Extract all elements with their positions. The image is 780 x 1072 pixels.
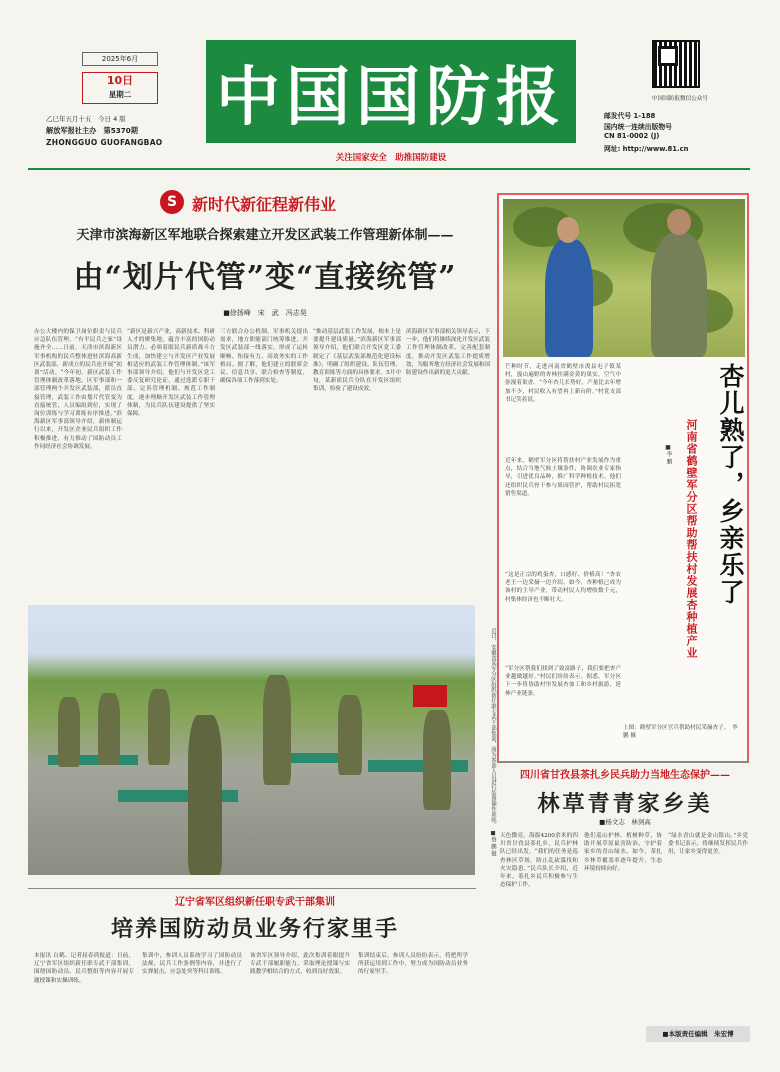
feature-text-1: 芒种时节，走进河南省鹤壁市浚县屯子镇某村，漫山遍野的杏林挂满金黄的果实，空气中弥漫着果香。“今年杏儿长势好，产量比去年增加不少，村民收入有望再上新台阶。”村党支部书记笑着说。 xyxy=(505,364,621,403)
today-pages: 今日 4 版 xyxy=(98,115,126,123)
day-box xyxy=(82,72,158,104)
feature-subtitle: 河南省鹤壁军分区帮助帮扶村发展杏种植产业 xyxy=(685,419,698,659)
masthead-divider xyxy=(28,168,750,170)
soldier-figure xyxy=(651,233,707,357)
feature-box xyxy=(497,193,749,763)
story1-column-5: 滨海新区军事部相关领导表示，下一步，他们将继续深化开发区武装工作管理体制改革，完善配套制度，推动开发区武装工作提质增效，为服务地方经济社会发展和国防建设作出新的更大贡献。 xyxy=(406,329,490,377)
feature-headline: 杏儿熟了，乡亲乐了 xyxy=(716,363,745,606)
soldier-head xyxy=(667,209,691,235)
story1-byline: ■徐扬峰 宋 武 冯志昊 xyxy=(223,309,307,317)
newspaper-logo xyxy=(206,40,576,143)
soldier-figure xyxy=(98,693,120,765)
story4-subtitle: 四川省甘孜县茶扎乡民兵助力当地生态保护—— xyxy=(520,770,730,781)
story4-headline: 林草青青家乡美 xyxy=(537,791,713,817)
feature-byline: ■李 鹏 xyxy=(665,445,671,465)
section-banner xyxy=(160,190,390,214)
masthead-right-info xyxy=(600,40,760,153)
story4-byline: ■杨文志 林剑高 xyxy=(599,818,651,826)
website: 网址: http://www.81.cn xyxy=(604,145,689,153)
masthead-dateline xyxy=(46,52,196,152)
villager-head xyxy=(557,217,579,243)
story3-headline: 培养国防动员业务行家里手 xyxy=(110,916,399,942)
section-title: 新时代新征程新伟业 xyxy=(192,195,337,214)
weekday: 星期二 xyxy=(108,90,132,99)
story3-column-4: 集训结束后，参训人员纷纷表示，将把所学所获运用到工作中，努力成为国防动员业务的行家里手。 xyxy=(358,953,468,976)
story4-divider xyxy=(497,762,749,763)
postal-code: 邮发代号 1-188 xyxy=(604,112,656,120)
publisher: 解放军报社主办 xyxy=(46,126,97,135)
soldier-figure xyxy=(188,715,222,875)
story4-column-3: “绿水青山就是金山银山。”乡党委书记表示，将继续发挥民兵作用，让家乡变得更美。 xyxy=(668,833,748,856)
soldier-figure xyxy=(263,675,291,785)
story1-column-1: 办公大楼内的保卫岗位职责与民兵应急队伍管理，“有平民兵之家”设施齐全……日前，天津市滨海新区军事机构的民兵整体进驻滨海高新区武装部，新成立的民兵连开展“初训”活动。“今年初，新区武装工作管理体制改革落地，区军事部和一部管理两个开发区武装部，派员直接管理，武装工作由划片代管变为直接统管，人员编组到位，实现了岗位训练与学习训练有序推进。”滨海新区军事部领导介绍，新体制运行以来，开发区企业民兵组织工作积极推进，有力推动了国防动员工作同经济社会协调发展。 xyxy=(34,329,122,450)
qr-code-icon xyxy=(652,40,700,88)
qr-caption: 中国国防报微信公众号 xyxy=(652,96,708,102)
cn-code-label: 国内统一连续出版物号 xyxy=(604,123,672,131)
training-photo xyxy=(28,605,475,875)
day: 10日 xyxy=(106,74,134,87)
page-editor: ■本版责任编辑 朱宏博 xyxy=(646,1026,750,1042)
story1-column-2: “新区是新兴产业，高新技术、科研人才的聚集地，蕴含丰富的国防动员潜力。必须着眼民兵新质战斗力生成，加快建立与开发区产业发展相适应的武装工作管理体制。”该军事部领导介绍，他们与开发区党工委反复研究论证，通过选派专职干部、完善管理机制、规范工作制度，逐步理顺开发区武装工作管理体制，为民兵队伍建设提供了坚实保障。 xyxy=(127,329,215,418)
feature-caption: 上图：鹤壁军分区官兵帮助村民采摘杏子。 李鹏 摄 xyxy=(623,725,738,739)
lunar: 乙巳年五月十五 xyxy=(46,115,92,123)
soldier-figure xyxy=(338,695,362,775)
issue-number: 第5370期 xyxy=(103,126,138,135)
story3-column-3: 该省军区领导介绍，此次集训着眼提升专武干部履职能力，采取理论授课与实践教学相结合的方式，收到良好效果。 xyxy=(250,953,350,976)
section-icon: S xyxy=(160,190,184,214)
story3-column-2: 集训中，参训人员系统学习了国防动员法规、民兵工作条例等内容，并进行了实弹射击、应急处突等科目训练。 xyxy=(142,953,242,976)
feature-text-4: “军分区帮我们找到了致富路子，我们要把杏产业越做越好。”村民们纷纷表示。据悉，军分区下一步将协助村里发展杏加工和乡村旅游，延伸产业链条。 xyxy=(505,666,621,697)
feature-photo xyxy=(503,199,745,357)
slogan: 关注国家安全 助推国防建设 xyxy=(335,153,447,163)
year-month: 2025年6月 xyxy=(101,55,139,63)
lunar-date xyxy=(46,114,196,123)
publisher-line xyxy=(46,126,206,136)
story1-column-3: 三方联合办公机制，军事机关提出需求，地方职能部门统筹推进，开发区武装部一线落实，形成了运转顺畅、衔接有力、高效务实的工作格局。据了解，他们建立的联席会议、信息共享、联合检查等制度，确保各项工作落到实处。 xyxy=(220,329,308,385)
feature-text-3: “这是正宗的鸡蛋杏，口感好、价格高！”杏农老王一边采摘一边介绍。如今，杏种植已成为该村的主导产业，带动村民人均增收数千元，村集体经济也不断壮大。 xyxy=(505,572,621,603)
villager-figure xyxy=(545,239,593,357)
soldier-figure xyxy=(58,697,80,767)
logo-text: 中国国防报 xyxy=(216,59,566,135)
year-month-box xyxy=(82,52,158,66)
story1-column-4: “推动基层武装工作发展，根本上是要提升建设质量。”滨海新区军事部领导介绍，他们联合开发区党工委制定了《基层武装部规范化建设标准》，明确了组织建设、队伍管理、教育训练等方面的具体要求。5月中旬，某新质民兵分队在开发区组织集训，检验了建设成效。 xyxy=(313,329,401,393)
pinyin-title: ZHONGGUO GUOFANGBAO xyxy=(46,138,163,147)
story3-divider xyxy=(28,888,476,889)
story1-headline: 由“划片代管”变“直接统管” xyxy=(73,260,457,295)
cn-code: CN 81-0002 (J) xyxy=(604,132,660,140)
soldier-figure xyxy=(148,689,170,765)
story3-column-1: 本报讯 白鹤、记者屈春鸿报道：日前，辽宁省军区组织新任职专武干部集训，围绕国防动员、民兵整组等内容开展专题授课和实操训练。 xyxy=(34,953,134,984)
training-table xyxy=(368,760,468,772)
story4-column-1: 天色微亮，海拔4200余米的四川省甘孜县茶扎乡，民兵护林队已经出发。“我们的任务是巡查林区草场，防止乱砍滥伐和火灾隐患。”民兵队长介绍，近年来，茶扎乡民兵积极参与生态保护工作。 xyxy=(500,833,578,889)
feature-text-2: 近年来，鹤壁军分区将帮扶村产业发展作为重点，结合当地气候土壤条件，协调农业专家指导，引进优良品种，推广科学种植技术。他们还组织民兵骨干参与果园管护，帮助村民拓宽销售渠道。 xyxy=(505,458,621,497)
story1-subtitle: 天津市滨海新区军地联合探索建立开发区武装工作管理新体制—— xyxy=(76,228,454,243)
story3-subtitle: 辽宁省军区组织新任职专武干部集训 xyxy=(175,897,335,908)
banner-sign xyxy=(413,685,447,707)
story4-column-2: 他们巡山护林、植树种草，协助开展草原鼠害防治，守护着家乡的青山绿水。如今，茶扎乡林草覆盖率逐年提升，生态环境持续向好。 xyxy=(584,833,662,872)
soldier-figure xyxy=(423,710,451,810)
training-photo-caption: 近日，安徽省某军分区组织新任职专武干部集训，图为参训人员进行装备操作训练。 ■蔡 鹏 摄 xyxy=(490,628,496,857)
